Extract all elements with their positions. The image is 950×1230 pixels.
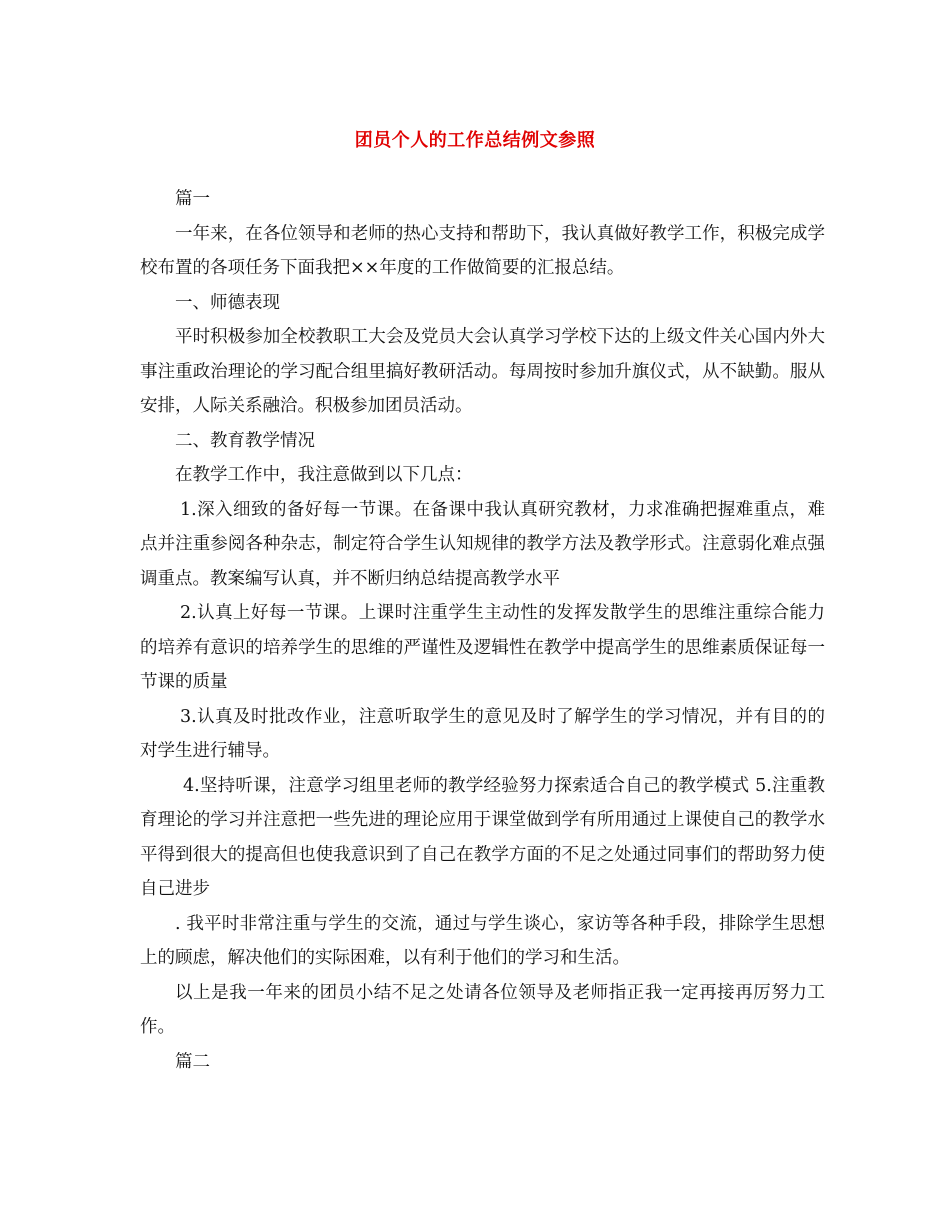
list-item-1: 1.深入细致的备好每一节课。在备课中我认真研究教材，力求准确把握难重点，难点并注重参阅各种杂志，制定符合学生认知规律的教学方法及教学形式。注意弱化难点强调重点。教案编写认真，并不断归纳总结提高教学水平: [140, 499, 825, 589]
heading-teacher-ethics: 一、师德表现: [175, 292, 280, 313]
section-heading-part-2: 篇二: [175, 1051, 210, 1072]
list-item-2: 2.认真上好每一节课。上课时注重学生主动性的发挥发散学生的思维注重综合能力的培养有意识的培养学生的思维的严谨性及逻辑性在教学中提高学生的思维素质保证每一节课的质量: [140, 603, 825, 692]
student-communication-paragraph: . 我平时非常注重与学生的交流，通过与学生谈心，家访等各种手段，排除学生思想上的顾虑，解决他们的实际困难，以有利于他们的学习和生活。: [140, 913, 825, 968]
teaching-intro-paragraph: 在教学工作中，我注意做到以下几点：: [175, 465, 473, 485]
ethics-paragraph: 平时积极参加全校教职工大会及党员大会认真学习学校下达的上级文件关心国内外大事注重政治理论的学习配合组里搞好教研活动。每周按时参加升旗仪式，从不缺勤。服从安排，人际关系融洽。积极参加团员活动。: [140, 327, 825, 416]
document-body: [140, 182, 825, 1079]
closing-paragraph: 以上是我一年来的团员小结不足之处请各位领导及老师指正我一定再接再厉努力工作。: [140, 982, 825, 1037]
heading-teaching-situation: 二、教育教学情况: [175, 430, 315, 451]
section-heading-part-1: 篇一: [175, 189, 210, 209]
document-title: 团员个人的工作总结例文参照: [354, 130, 596, 151]
list-item-3: 3.认真及时批改作业，注意听取学生的意见及时了解学生的学习情况，并有目的的对学生进行辅导。: [140, 706, 825, 761]
list-item-4-5: 4.坚持听课，注意学习组里老师的教学经验努力探索适合自己的教学模式 5.注重教育理论的学习并注意把一些先进的理论应用于课堂做到学有所用通过上课使自己的教学水平得到很大的提高但也使我意识到了自己在教学方面的不足之处通过同事们的帮助努力使自己进步: [140, 775, 825, 899]
intro-paragraph: 一年来，在各位领导和老师的热心支持和帮助下，我认真做好教学工作，积极完成学校布置的各项任务下面我把××年度的工作做简要的汇报总结。: [140, 223, 825, 278]
